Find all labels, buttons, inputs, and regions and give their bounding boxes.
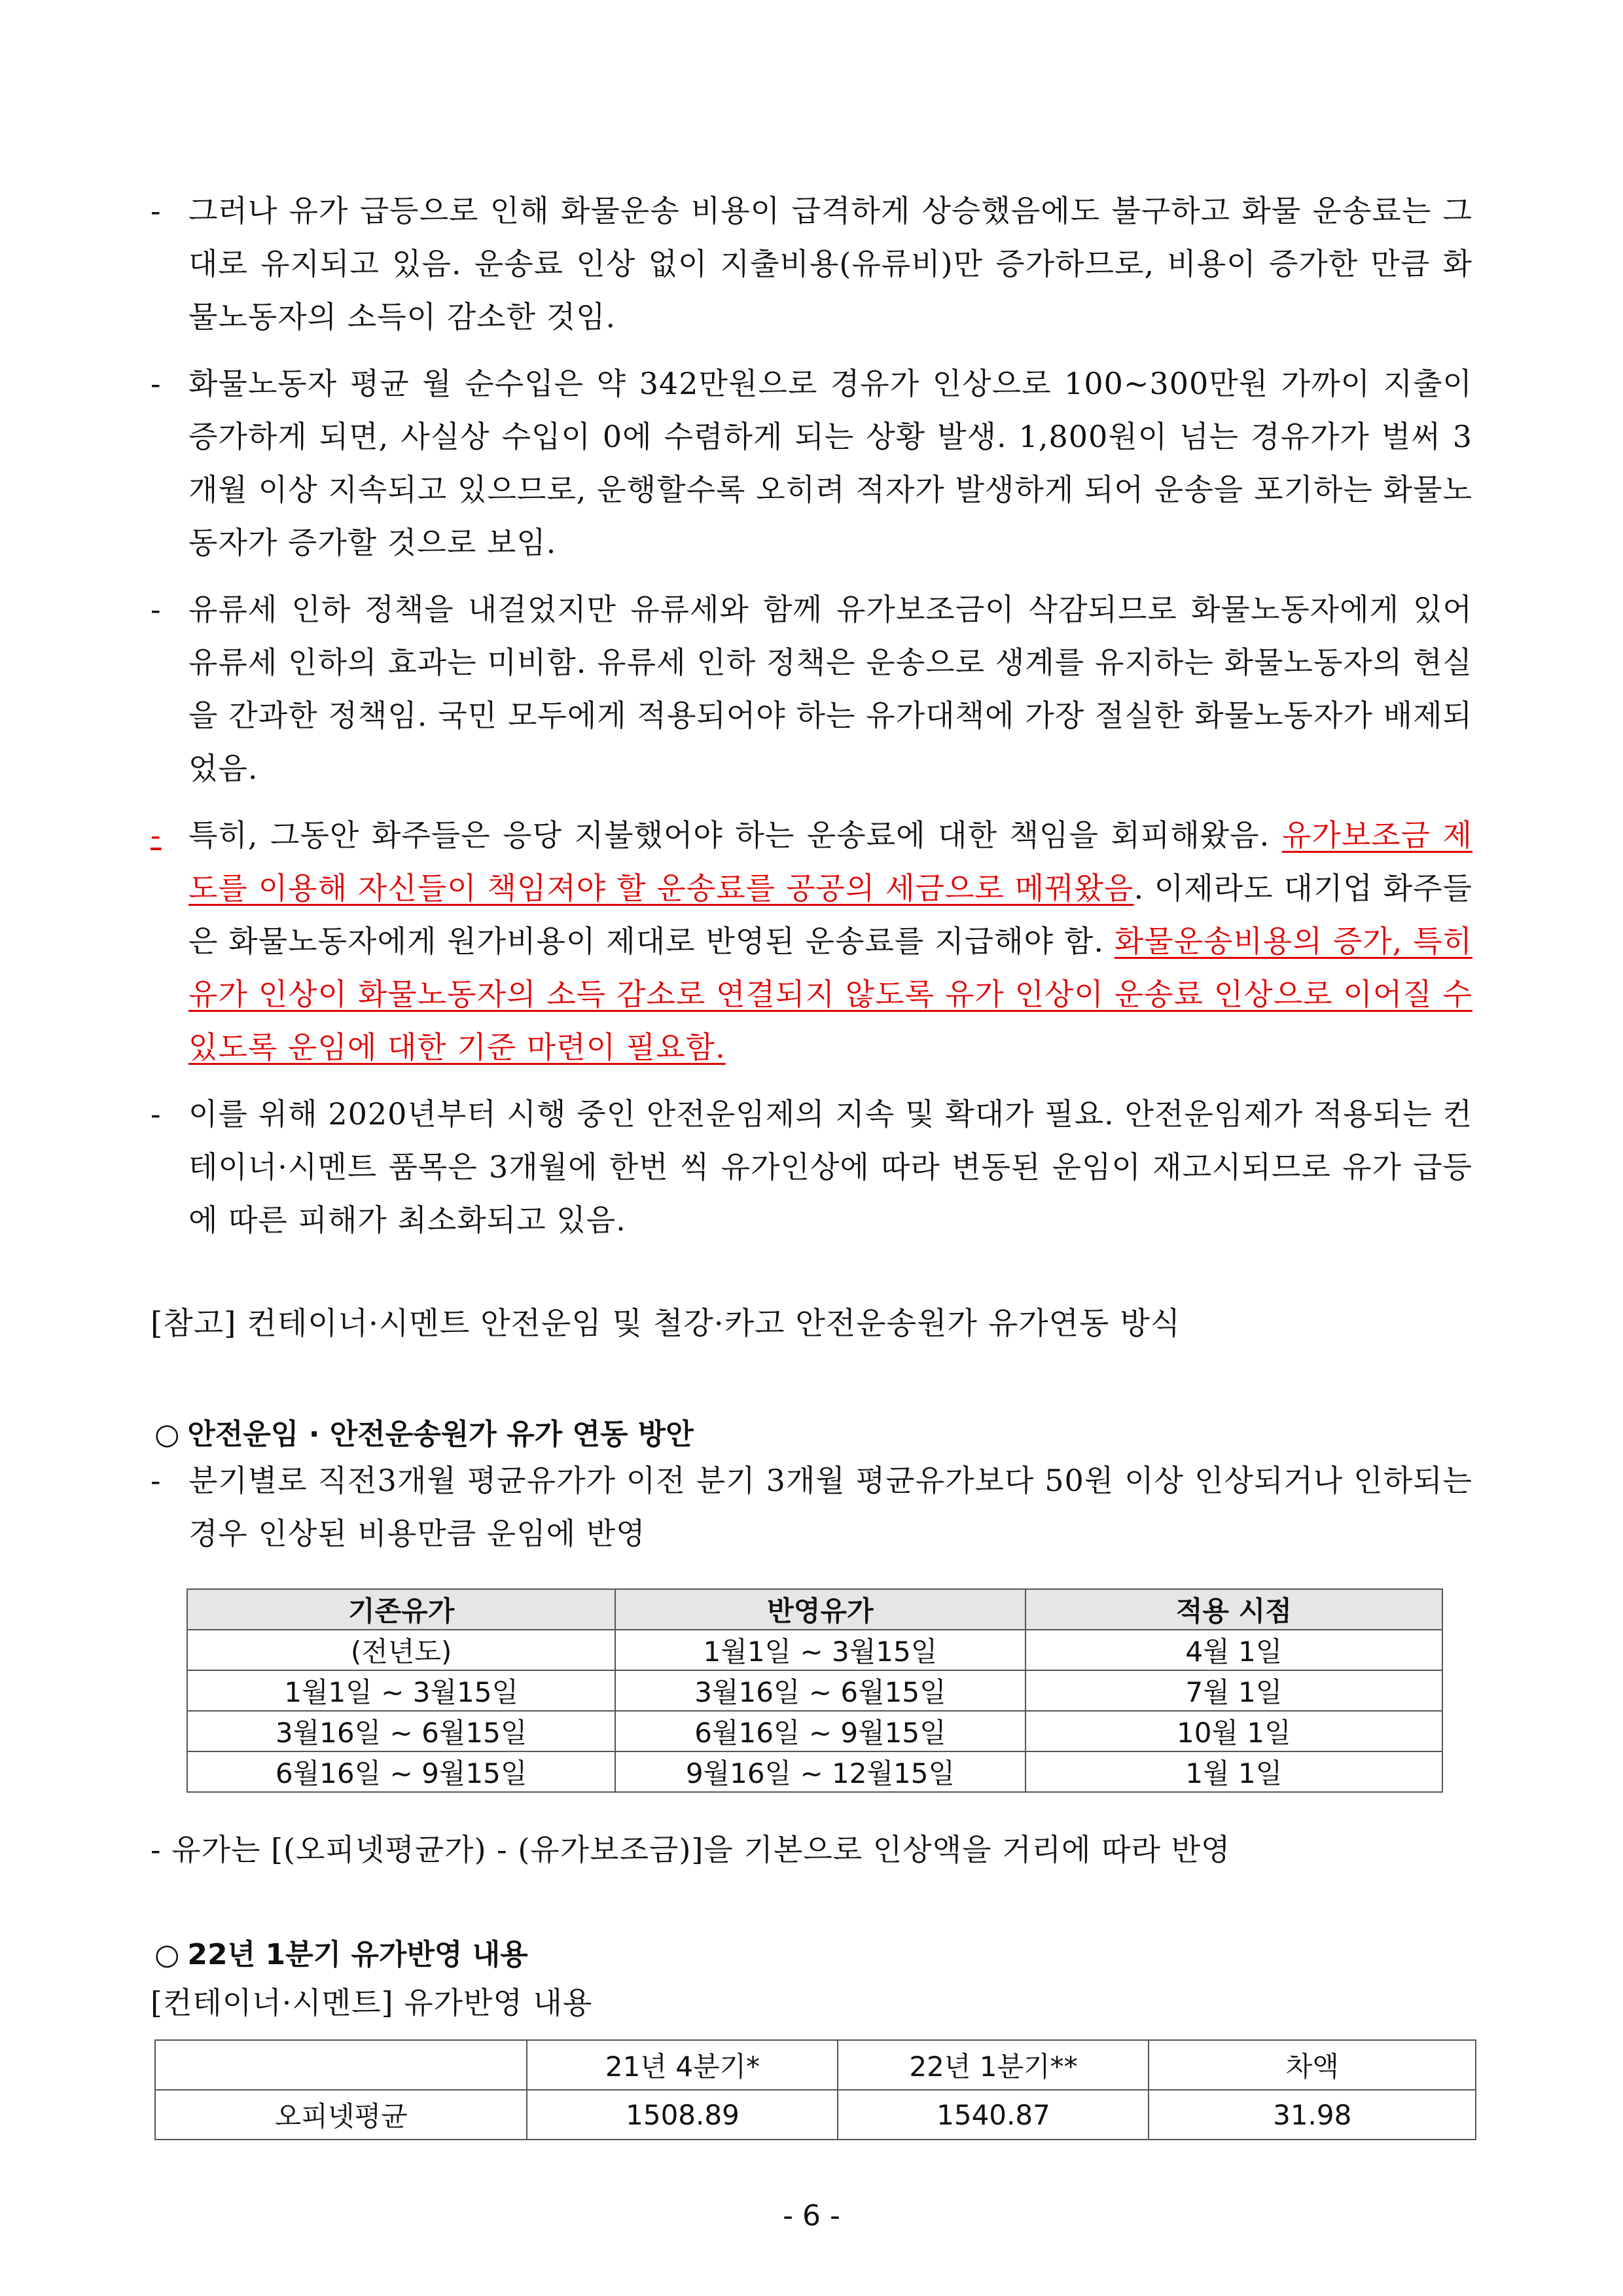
table-cell: 1508.89	[527, 2090, 838, 2140]
table-cell: 4월 1일	[1026, 1630, 1442, 1670]
bullet-item	[151, 1454, 1472, 1560]
table-cell: 10월 1일	[1026, 1711, 1442, 1751]
bullet-text: 그러나 유가 급등으로 인해 화물운송 비용이 급격하게 상승했음에도 불구하고 화물 운송료는 그대로 유지되고 있음. 운송료 인상 없이 지출비용(유류비)만 증가하므로, 비용이 증가한 만큼 화물노동자의 소득이 감소한 것임.	[188, 193, 1472, 334]
section-subtitle: [컨테이너·시멘트] 유가반영 내용	[151, 1985, 593, 2020]
highlighted-text: 유가보조금 제도를 이용해 자신들이 책임져야 할 운송료를 공공의 세금으로 메꿔왔음	[188, 817, 1472, 906]
circle-bullet: ○	[154, 1418, 180, 1451]
column-header: 기존유가	[187, 1589, 615, 1630]
table-cell: 31.98	[1149, 2090, 1476, 2140]
highlighted-text: 화물운송비용의 증가, 특히 유가 인상이 화물노동자의 소득 감소로 연결되지 않도록 유가 인상이 운송료 인상으로 이어질 수 있도록 운임에 대한 기준 마련이 필요함.	[188, 924, 1472, 1065]
table-cell: 3월16일 ~ 6월15일	[615, 1670, 1025, 1711]
table-cell: 1540.87	[838, 2090, 1149, 2140]
section-bullet	[151, 1454, 1472, 1560]
column-header: 22년 1분기**	[838, 2040, 1149, 2090]
section-title: 안전운임 · 안전운송원가 유가 연동 방안	[187, 1418, 694, 1451]
table-cell: 오피넷평균	[155, 2090, 527, 2140]
bullet-text: 분기별로 직전3개월 평균유가가 이전 분기 3개월 평균유가보다 50원 이상 인상되거나 인하되는 경우 인상된 비용만큼 운임에 반영	[188, 1463, 1472, 1551]
table-cell: 6월16일 ~ 9월15일	[615, 1711, 1025, 1751]
fuel-price-note: - 유가는 [(오피넷평균가) - (유가보조금)]을 기본으로 인상액을 거리에 따라 반영	[151, 1832, 1231, 1867]
bullet-text: 이를 위해 2020년부터 시행 중인 안전운임제의 지속 및 확대가 필요. 안전운임제가 적용되는 컨테이너·시멘트 품목은 3개월에 한번 씩 유가인상에 따라 변동된 운임이 재고시되므로 유가 급등에 따른 피해가 최소화되고 있음.	[188, 1096, 1472, 1238]
column-header: 21년 4분기*	[527, 2040, 838, 2090]
table-row	[187, 1751, 1442, 1792]
column-header: 차액	[1149, 2040, 1476, 2090]
section-heading	[154, 1410, 694, 1452]
bullet-text: 유류세 인하 정책을 내걸었지만 유류세와 함께 유가보조금이 삭감되므로 화물노동자에게 있어 유류세 인하의 효과는 미비함. 유류세 인하 정책은 운송으로 생계를 유지하는 화물노동자의 현실을 간과한 정책임. 국민 모두에게 적용되어야 하는 유가대책에 가장 절실한 화물노동자가 배제되었음.	[188, 592, 1472, 786]
bullet-item	[151, 357, 1472, 569]
table-cell: 1월1일 ~ 3월15일	[187, 1670, 615, 1711]
table-header-row	[187, 1589, 1442, 1630]
table-row	[187, 1711, 1442, 1751]
section-title: 22년 1분기 유가반영 내용	[187, 1938, 528, 1971]
table-row	[187, 1670, 1442, 1711]
bullet-text: . 이제라도 대기업 화주들은 화물노동자에게 원가비용이 제대로 반영된 운송료를 지급해야 함.	[188, 870, 1472, 959]
table-cell: 9월16일 ~ 12월15일	[615, 1751, 1025, 1792]
column-header: 적용 시점	[1026, 1589, 1442, 1630]
bullet-dash: -	[151, 592, 162, 627]
fuel-reflection-table	[154, 2039, 1476, 2140]
table-cell: 1월1일 ~ 3월15일	[615, 1630, 1025, 1670]
bullet-dash: -	[151, 366, 162, 401]
column-header	[155, 2040, 527, 2090]
table-cell: 6월16일 ~ 9월15일	[187, 1751, 615, 1792]
table-row	[155, 2090, 1476, 2140]
bullet-dash: -	[151, 817, 162, 853]
bullet-text: 화물노동자 평균 월 순수입은 약 342만원으로 경유가 인상으로 100~300만원 가까이 지출이 증가하게 되면, 사실상 수입이 0에 수렴하게 되는 상황 발생. 1,800원이 넘는 경유가가 벌써 3개월 이상 지속되고 있으므로, 운행할수록 오히려 적자가 발생하게 되어 운송을 포기하는 화물노동자가 증가할 것으로 보임.	[188, 366, 1472, 560]
bullet-dash: -	[151, 1463, 162, 1498]
bullet-dash: -	[151, 1096, 162, 1132]
bullet-item	[151, 583, 1472, 795]
page-number: - 6 -	[783, 2199, 840, 2233]
bullet-item	[151, 185, 1472, 344]
reference-title: [참고] 컨테이너·시멘트 안전운임 및 철강·카고 안전운송원가 유가연동 방식	[151, 1306, 1181, 1342]
table-cell: 7월 1일	[1026, 1670, 1442, 1711]
table-header-row	[155, 2040, 1476, 2090]
bullet-item	[151, 809, 1472, 1074]
section-heading	[154, 1931, 528, 1973]
bullet-list	[151, 185, 1472, 1261]
table-cell: 3월16일 ~ 6월15일	[187, 1711, 615, 1751]
fuel-linkage-table	[187, 1588, 1443, 1793]
table-cell: 1월 1일	[1026, 1751, 1442, 1792]
bullet-dash: -	[151, 193, 162, 228]
table-row	[187, 1630, 1442, 1670]
column-header: 반영유가	[615, 1589, 1025, 1630]
bullet-text: 특히, 그동안 화주들은 응당 지불했어야 하는 운송료에 대한 책임을 회피해왔음.	[188, 817, 1282, 853]
bullet-item	[151, 1088, 1472, 1247]
table-cell: (전년도)	[187, 1630, 615, 1670]
circle-bullet: ○	[154, 1938, 180, 1971]
